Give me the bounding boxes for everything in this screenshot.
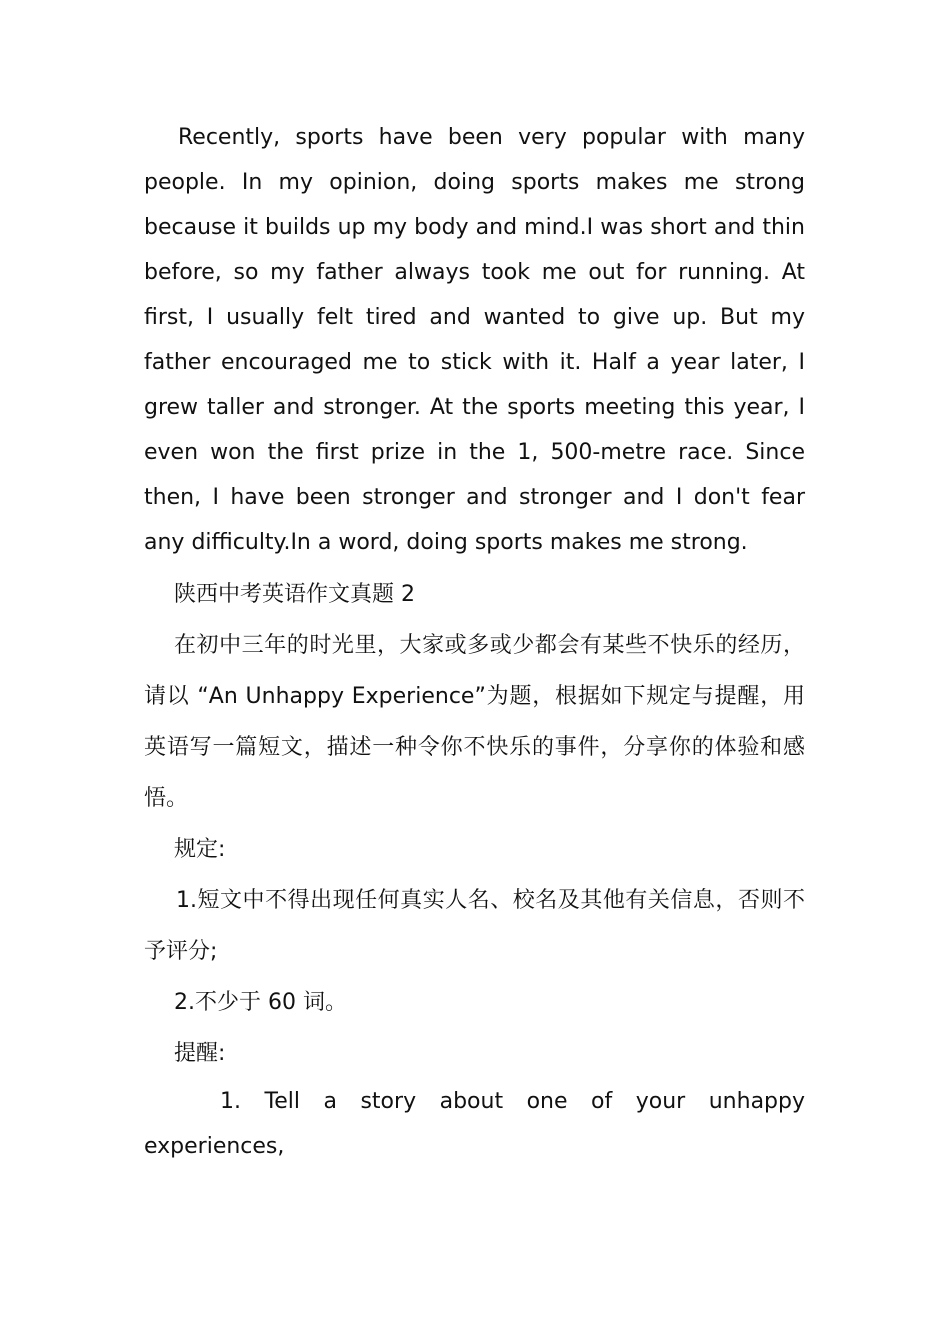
prompt-paragraph: 在初中三年的时光里，大家或多或少都会有某些不快乐的经历，请以 “An Unhappy Experience”为题，根据如下规定与提醒，用英语写一篇短文，描述一种令你不快乐的事件，分享你的体验和感悟。 <box>144 633 805 811</box>
hint-1: 1. Tell a story about one of your unhappy experiences, <box>144 1089 805 1159</box>
requirement-2: 2.不少于 60 词。 <box>174 990 347 1015</box>
hints-label: 提醒: <box>174 1041 226 1066</box>
requirement-1: 1.短文中不得出现任何真实人名、校名及其他有关信息，否则不予评分; <box>144 888 805 964</box>
section-title: 陕西中考英语作文真题 2 <box>174 582 415 607</box>
essay-paragraph: Recently, sports have been very popular with many people. In my opinion, doing sports makes me strong because it builds up my body and mind.I was short and thin before, so my father always took me out for running. At first, I usually felt tired and wanted to give up. But my father encouraged me to stick with it. Half a year later, I grew taller and stronger. At the sports meeting this year, I even won the first prize in the 1, 500-metre race. Since then, I have been stronger and stronger and I don't fear any difficulty.In a word, doing sports makes me strong. <box>144 125 805 555</box>
document-page <box>144 115 805 1169</box>
requirements-label: 规定: <box>174 837 226 862</box>
